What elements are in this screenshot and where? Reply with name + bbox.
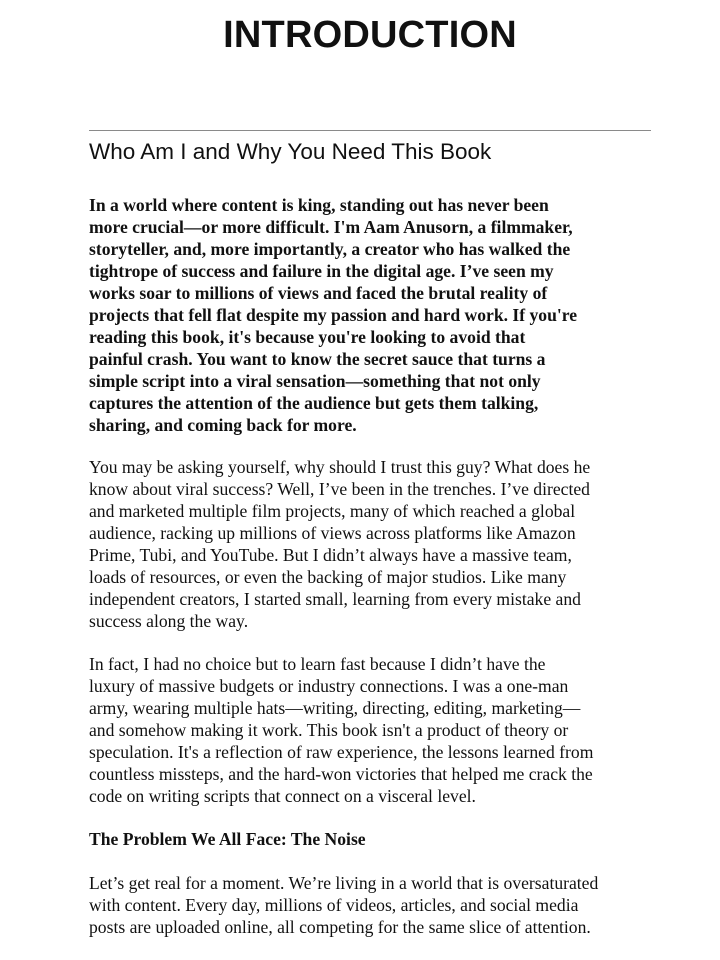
text-line: audience, racking up millions of views across platforms like Amazon: [89, 523, 576, 543]
text-line: You may be asking yourself, why should I trust this guy? What does he: [89, 457, 591, 477]
text-line: independent creators, I started small, learning from every mistake and: [89, 589, 581, 609]
text-line: sharing, and coming back for more.: [89, 415, 357, 435]
section-heading: Who Am I and Why You Need This Book: [89, 139, 492, 164]
text-line: painful crash. You want to know the secret sauce that turns a: [89, 349, 546, 369]
text-line: army, wearing multiple hats—writing, directing, editing, marketing—: [89, 698, 581, 718]
text-line: code on writing scripts that connect on a visceral level.: [89, 786, 476, 806]
text-line: works soar to millions of views and faced the brutal reality of: [89, 283, 548, 303]
subsection-heading: The Problem We All Face: The Noise: [89, 829, 366, 849]
text-line: storyteller, and, more importantly, a creator who has walked the: [89, 239, 571, 259]
text-line: luxury of massive budgets or industry connections. I was a one-man: [89, 676, 569, 696]
text-line: In a world where content is king, standing out has never been: [89, 195, 549, 215]
text-line: tightrope of success and failure in the digital age. I’ve seen my: [89, 261, 554, 281]
text-line: In fact, I had no choice but to learn fast because I didn’t have the: [89, 654, 546, 674]
text-line: loads of resources, or even the backing of major studios. Like many: [89, 567, 567, 587]
text-line: success along the way.: [89, 611, 249, 631]
chapter-title: INTRODUCTION: [223, 14, 517, 56]
body-paragraph: [89, 653, 659, 807]
text-line: simple script into a viral sensation—something that not only: [89, 371, 541, 391]
text-line: countless missteps, and the hard-won victories that helped me crack the: [89, 764, 593, 784]
section-divider: [89, 130, 651, 131]
text-line: Prime, Tubi, and YouTube. But I didn’t always have a massive team,: [89, 545, 572, 565]
text-line: and somehow making it work. This book isn't a product of theory or: [89, 720, 569, 740]
text-line: and marketed multiple film projects, many of which reached a global: [89, 501, 576, 521]
text-line: projects that fell flat despite my passion and hard work. If you're: [89, 305, 578, 325]
text-line: posts are uploaded online, all competing for the same slice of attention.: [89, 917, 591, 937]
text-line: Let’s get real for a moment. We’re living in a world that is oversaturated: [89, 873, 599, 893]
text-line: with content. Every day, millions of videos, articles, and social media: [89, 895, 579, 915]
body-paragraph: [89, 456, 659, 632]
intro-paragraph-bold: [89, 194, 659, 436]
text-line: know about viral success? Well, I’ve been in the trenches. I’ve directed: [89, 479, 590, 499]
text-line: speculation. It's a reflection of raw experience, the lessons learned from: [89, 742, 594, 762]
text-line: more crucial—or more difficult. I'm Aam Anusorn, a filmmaker,: [89, 217, 573, 237]
body-paragraph: [89, 872, 659, 938]
text-line: reading this book, it's because you're looking to avoid that: [89, 327, 526, 347]
text-line: captures the attention of the audience but gets them talking,: [89, 393, 539, 413]
